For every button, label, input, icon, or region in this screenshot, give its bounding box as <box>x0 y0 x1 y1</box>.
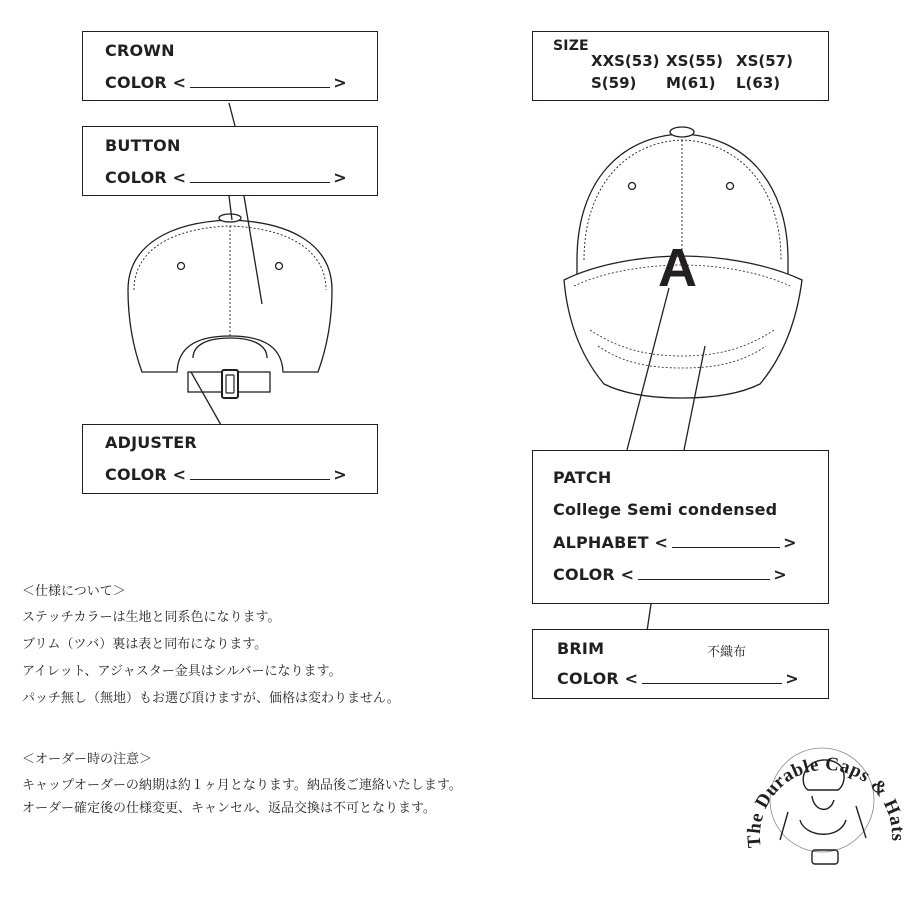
patch-alphabet-label: ALPHABET < <box>553 533 669 552</box>
patch-color-end: > <box>773 565 787 584</box>
adjuster-color-label: COLOR < <box>105 465 187 484</box>
brim-color-blank[interactable] <box>642 682 782 684</box>
crown-color-end: > <box>333 73 347 92</box>
size-title: SIZE <box>553 38 589 54</box>
size-option-s59[interactable]: S(59) <box>591 74 637 92</box>
spec-heading: ＜仕様について＞ <box>22 584 126 599</box>
size-option-xs55[interactable]: XS(55) <box>666 52 723 70</box>
notes-line-2: オーダー確定後の仕様変更、キャンセル、返品交換は不可となります。 <box>22 801 436 816</box>
patch-box <box>532 450 829 604</box>
crown-title: CROWN <box>105 41 175 60</box>
crown-color-label: COLOR < <box>105 73 187 92</box>
notes-line-1: キャップオーダーの納期は約１ヶ月となります。納品後ご連絡いたします。 <box>22 778 462 793</box>
crown-color-field[interactable] <box>105 73 347 92</box>
patch-color-blank[interactable] <box>638 578 770 580</box>
button-color-label: COLOR < <box>105 168 187 187</box>
svg-text:The Durable Caps & Hats <box>744 754 908 849</box>
button-color-end: > <box>333 168 347 187</box>
size-option-m61[interactable]: M(61) <box>666 74 716 92</box>
button-box <box>82 126 378 196</box>
patch-alphabet-field[interactable] <box>553 533 797 552</box>
patch-title: PATCH <box>553 468 612 487</box>
crown-color-blank[interactable] <box>190 86 330 88</box>
size-option-l63[interactable]: L(63) <box>736 74 781 92</box>
patch-font: College Semi condensed <box>553 500 778 519</box>
button-color-blank[interactable] <box>190 181 330 183</box>
brand-logo <box>740 722 910 892</box>
patch-color-label: COLOR < <box>553 565 635 584</box>
adjuster-box <box>82 424 378 494</box>
spec-line-4: パッチ無し（無地）もお選び頂けますが、価格は変わりません。 <box>22 691 400 706</box>
patch-color-field[interactable] <box>553 565 787 584</box>
button-color-field[interactable] <box>105 168 347 187</box>
brim-color-end: > <box>785 669 799 688</box>
patch-alphabet-end: > <box>783 533 797 552</box>
adjuster-title: ADJUSTER <box>105 433 197 452</box>
brim-color-field[interactable] <box>557 669 799 688</box>
patch-alphabet-blank[interactable] <box>672 546 780 548</box>
adjuster-color-field[interactable] <box>105 465 347 484</box>
brim-material: 不織布 <box>707 645 747 660</box>
brim-color-label: COLOR < <box>557 669 639 688</box>
crown-box <box>82 31 378 101</box>
size-option-xs57[interactable]: XS(57) <box>736 52 793 70</box>
patch-letter: A <box>658 238 697 298</box>
notes-heading: ＜オーダー時の注意＞ <box>22 752 153 767</box>
button-title: BUTTON <box>105 136 181 155</box>
brim-box <box>532 629 829 699</box>
spec-line-2: ブリム（ツバ）裏は表と同布になります。 <box>22 637 268 652</box>
adjuster-color-end: > <box>333 465 347 484</box>
adjuster-color-blank[interactable] <box>190 478 330 480</box>
brim-title: BRIM <box>557 639 605 658</box>
spec-line-1: ステッチカラーは生地と同系色になります。 <box>22 610 281 625</box>
size-option-xxs53[interactable]: XXS(53) <box>591 52 660 70</box>
spec-line-3: アイレット、アジャスター金具はシルバーになります。 <box>22 664 342 679</box>
logo-text: The Durable Caps & Hats <box>743 753 909 849</box>
size-box <box>532 31 829 101</box>
